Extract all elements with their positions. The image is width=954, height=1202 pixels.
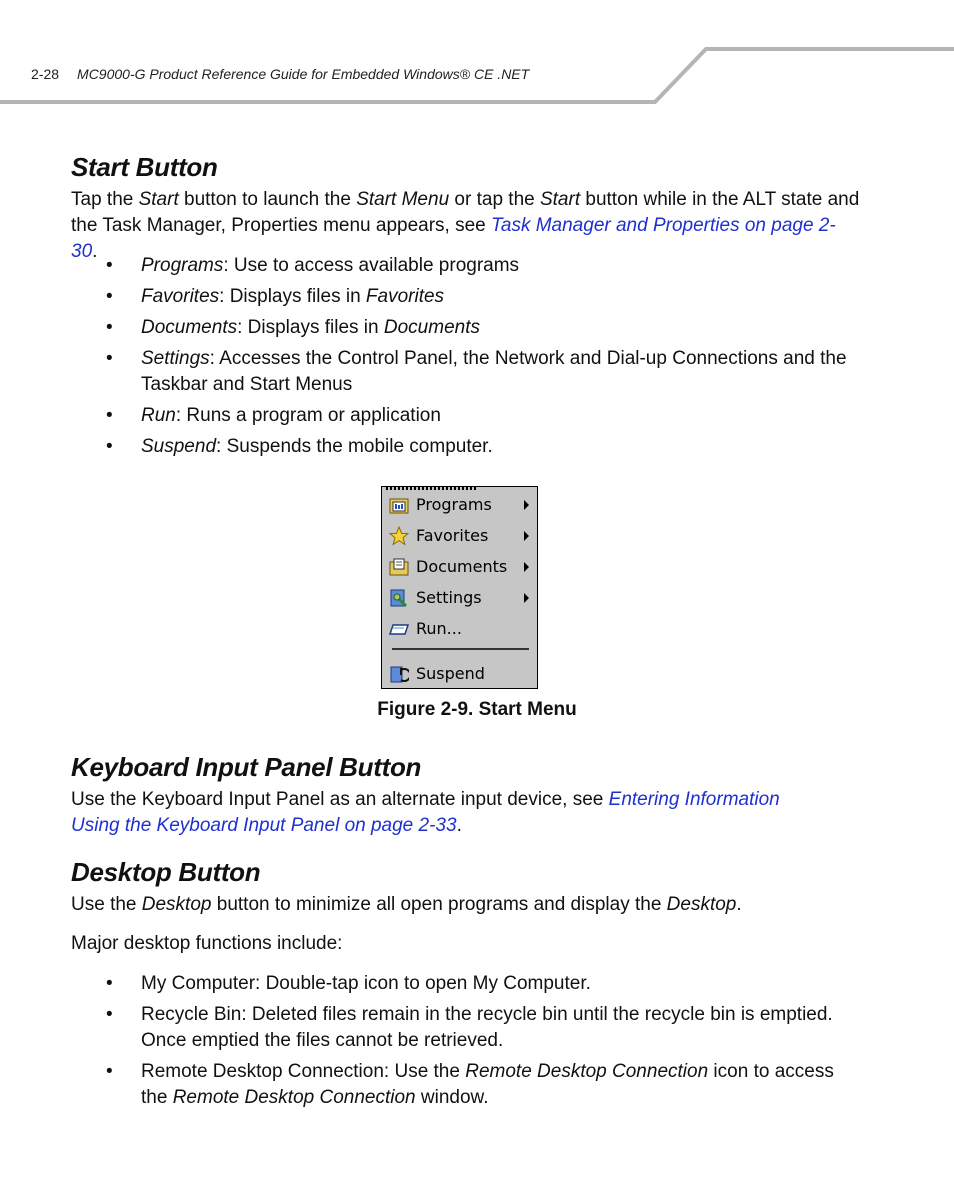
term: Documents [141,317,238,338]
term: Documents [383,317,480,338]
desktop-functions-intro: Major desktop functions include: [71,933,343,954]
term: Favorites [141,286,220,307]
keyboard-input-panel-link[interactable]: Entering Information Using the Keyboard Input Panel on page 2-33 [71,789,780,836]
menu-item-run[interactable] [382,615,537,643]
list-item [0,403,861,429]
menu-item-label: Run... [416,619,462,638]
text: . [736,894,742,915]
text: icon to access the [141,1061,834,1108]
submenu-arrow-icon [524,531,529,541]
text: Remote Desktop Connection: Use the [141,1061,466,1082]
text: : Displays files in [237,317,384,338]
bullet: • [106,973,113,994]
keyboard-input-panel-text [71,787,821,839]
desktop-button-intro [71,892,861,918]
term-desktop: Desktop [141,894,212,915]
text: . [92,241,98,262]
menu-item-favorites[interactable] [382,522,537,550]
term-start: Start [539,189,581,210]
term-desktop: Desktop [666,894,737,915]
menu-item-settings[interactable] [382,584,537,612]
list-item [0,346,861,398]
term: Run [141,405,176,426]
text: window. [415,1087,489,1108]
menu-item-label: Programs [416,495,492,514]
term: Programs [141,255,224,276]
text: button while in the ALT state and the Task Manager, Properties menu appears, see [71,189,860,236]
submenu-arrow-icon [524,593,529,603]
bullet: • [106,255,113,276]
menu-item-label: Suspend [416,664,485,683]
text: button to minimize all open programs and display the [211,894,667,915]
term: Suspend [141,436,217,457]
text: : Displays files in [219,286,366,307]
running-header [31,66,529,82]
text: . [456,815,462,836]
bullet: • [106,286,113,307]
term: Favorites [365,286,445,307]
list-item [0,253,861,279]
figure-caption: Figure 2-9. Start Menu [377,699,577,720]
bullet: • [106,405,113,426]
bullet: • [106,1004,113,1025]
submenu-arrow-icon [524,562,529,572]
settings-icon [389,588,409,608]
document-title: MC9000-G Product Reference Guide for Embedded Windows® CE .NET [77,66,530,82]
desktop-button-heading: Desktop Button [71,857,261,887]
star-icon [389,526,409,546]
term: Settings [141,348,210,369]
text: Tap the [71,189,139,210]
text: : Use to access available programs [223,255,520,276]
desktop-functions-list [0,971,861,1111]
text: or tap the [449,189,540,210]
run-icon [389,619,409,639]
term: Remote Desktop Connection [172,1087,416,1108]
bullet: • [106,317,113,338]
menu-separator [392,648,529,650]
keyboard-input-panel-heading: Keyboard Input Panel Button [71,752,422,782]
list-item [0,1002,861,1054]
text: : Suspends the mobile computer. [216,436,493,457]
menu-item-suspend[interactable] [382,660,537,688]
start-menu-figure [381,486,538,689]
menu-top-edge [386,487,476,490]
text: : Accesses the Control Panel, the Network and Dial-up Connections and the Taskbar and Start Menus [141,348,847,395]
text: Use the Keyboard Input Panel as an alternate input device, see [71,789,609,810]
term: Remote Desktop Connection [465,1061,709,1082]
start-menu-items-list [0,253,861,460]
list-item [0,434,861,460]
list-item [0,971,861,997]
suspend-icon [389,664,409,684]
programs-folder-icon [389,495,409,515]
term-start-menu: Start Menu [356,189,450,210]
list-item [0,315,861,341]
menu-item-programs[interactable] [382,491,537,519]
documents-folder-icon [389,557,409,577]
term-start: Start [138,189,179,210]
menu-item-documents[interactable] [382,553,537,581]
submenu-arrow-icon [524,500,529,510]
text: : Runs a program or application [175,405,441,426]
text: My Computer: Double-tap icon to open My Computer. [141,973,591,994]
text: Recycle Bin: Deleted files remain in the recycle bin until the recycle bin is emptied. Once emptied the files cannot be retrieved. [141,1004,833,1051]
bullet: • [106,1061,113,1082]
menu-item-label: Favorites [416,526,489,545]
bullet: • [106,436,113,457]
text: button to launch the [178,189,357,210]
menu-item-label: Documents [416,557,508,576]
task-manager-link[interactable]: Task Manager and Properties on page 2-30 [71,215,836,262]
start-button-heading: Start Button [71,152,218,182]
list-item [0,1059,861,1111]
text: Use the [71,894,142,915]
menu-item-label: Settings [416,588,482,607]
page-number: 2-28 [31,66,60,82]
list-item [0,284,861,310]
bullet: • [106,348,113,369]
